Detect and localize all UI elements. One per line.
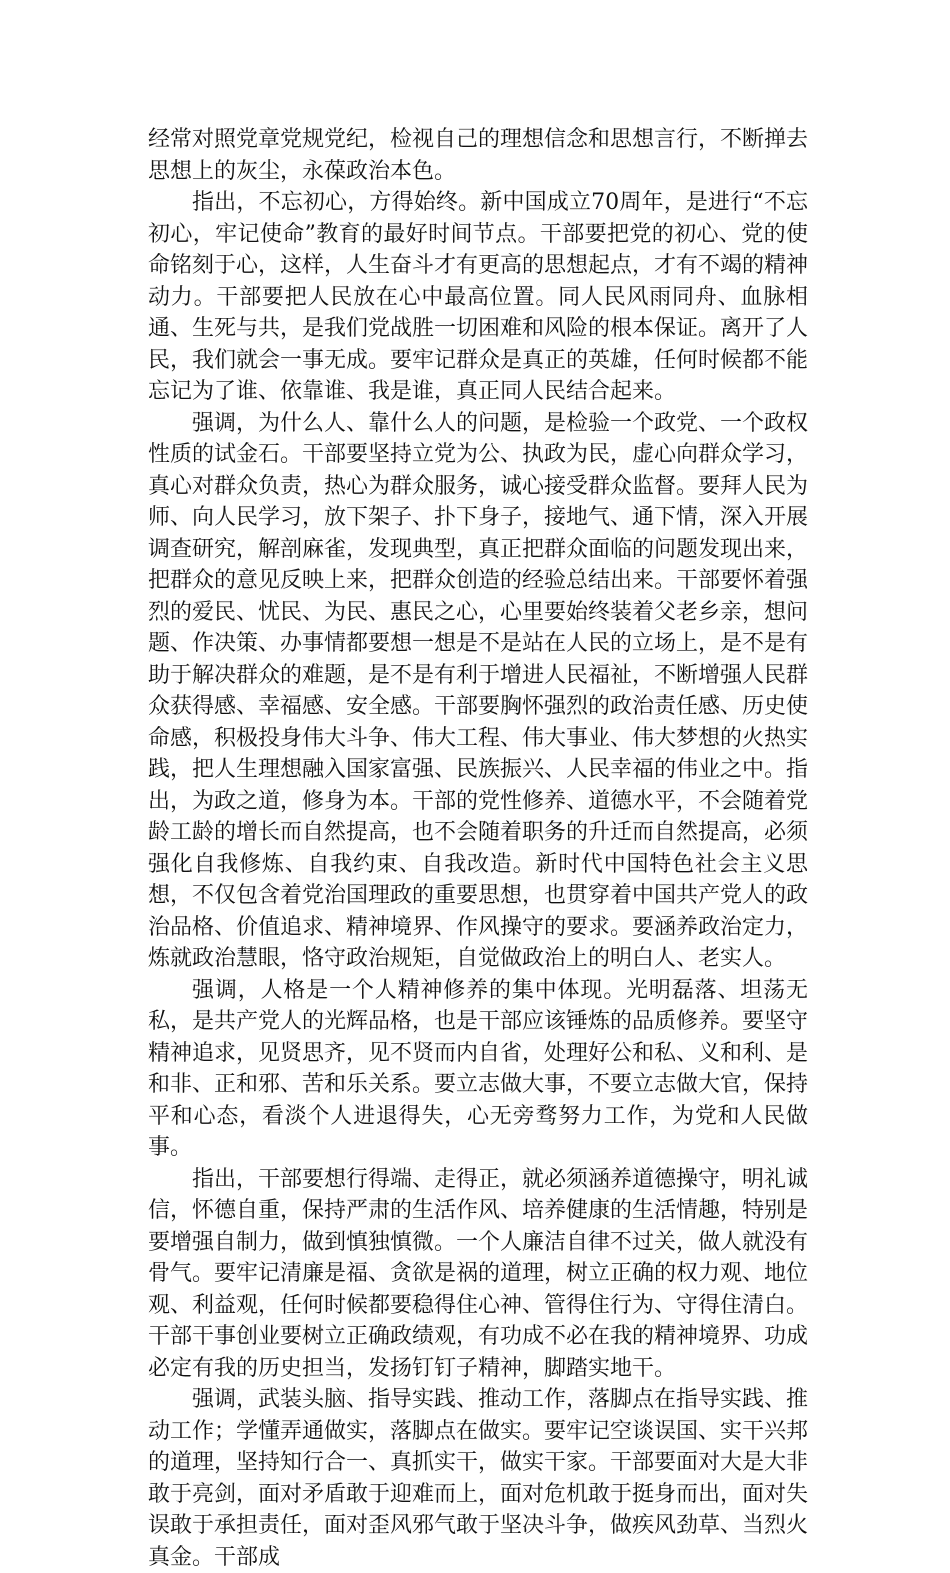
paragraph-5: 指出，干部要想行得端、走得正，就必须涵养道德操守，明礼诚信，怀德自重，保持严肃的生活作风、培养健康的生活情趣，特别是要增强自制力，做到慎独慎微。一个人廉洁自律不过关，做人就没有骨气。要牢记清廉是福、贪欲是祸的道理，树立正确的权力观、地位观、利益观，任何时候都要稳得住心神、管得住行为、守得住清白。干部干事创业要树立正确政绩观，有功成不必在我的精神境界、功成必定有我的历史担当，发扬钉钉子精神，脚踏实地干。 xyxy=(148,1166,809,1381)
paragraph-3: 强调，为什么人、靠什么人的问题，是检验一个政党、一个政权性质的试金石。干部要坚持立党为公、执政为民，虚心向群众学习，真心对群众负责，热心为群众服务，诚心接受群众监督。要拜人民为师、向人民学习，放下架子、扑下身子，接地气、通下情，深入开展调查研究，解剖麻雀，发现典型，真正把群众面临的问题发现出来，把群众的意见反映上来，把群众创造的经验总结出来。干部要怀着强烈的爱民、忧民、为民、惠民之心，心里要始终装着父老乡亲，想问题、作决策、办事情都要想一想是不是站在人民的立场上，是不是有助于解决群众的难题，是不是有利于增进人民福祉，不断增强人民群众获得感、幸福感、安全感。干部要胸怀强烈的政治责任感、历史使命感，积极投身伟大斗争、伟大工程、伟大事业、伟大梦想的火热实践，把人生理想融入国家富强、民族振兴、人民幸福的伟业之中。指出，为政之道，修身为本。干部的党性修养、道德水平，不会随着党龄工龄的增长而自然提高，也不会随着职务的升迁而自然提高，必须强化自我修炼、自我约束、自我改造。新时代中国特色社会主义思想，不仅包含着党治国理政的重要思想，也贯穿着中国共产党人的政治品格、价值追求、精神境界、作风操守的要求。要涵养政治定力，炼就政治慧眼，恪守政治规矩，自觉做政治上的明白人、老实人。 xyxy=(148,410,809,971)
body-text xyxy=(148,124,808,1573)
paragraph-4: 强调，人格是一个人精神修养的集中体现。光明磊落、坦荡无私，是共产党人的光辉品格，也是干部应该锤炼的品质修养。要坚守精神追求，见贤思齐，见不贤而内自省，处理好公和私、义和利、是和非、正和邪、苦和乐关系。要立志做大事，不要立志做大官，保持平和心态，看淡个人进退得失，心无旁骛努力工作，为党和人民做事。 xyxy=(148,977,809,1160)
paragraph-2: 指出，不忘初心，方得始终。新中国成立70周年，是进行“不忘初心，牢记使命”教育的最好时间节点。干部要把党的初心、党的使命铭刻于心，这样，人生奋斗才有更高的思想起点，才有不竭的精神动力。干部要把人民放在心中最高位置。同人民风雨同舟、血脉相通、生死与共，是我们党战胜一切困难和风险的根本保证。离开了人民，我们就会一事无成。要牢记群众是真正的英雄，任何时候都不能忘记为了谁、依靠谁、我是谁，真正同人民结合起来。 xyxy=(148,190,809,404)
paragraph-1: 经常对照党章党规党纪，检视自己的理想信念和思想言行，不断掸去思想上的灰尘，永葆政治本色。 xyxy=(148,127,809,184)
paragraph-6: 强调，武装头脑、指导实践、推动工作，落脚点在指导实践、推动工作；学懂弄通做实，落脚点在做实。要牢记空谈误国、实干兴邦的道理，坚持知行合一、真抓实干，做实干家。干部要面对大是大非敢于亮剑，面对矛盾敢于迎难而上，面对危机敢于挺身而出，面对失误敢于承担责任，面对歪风邪气敢于坚决斗争，做疾风劲草、当烈火真金。干部成 xyxy=(148,1387,809,1570)
